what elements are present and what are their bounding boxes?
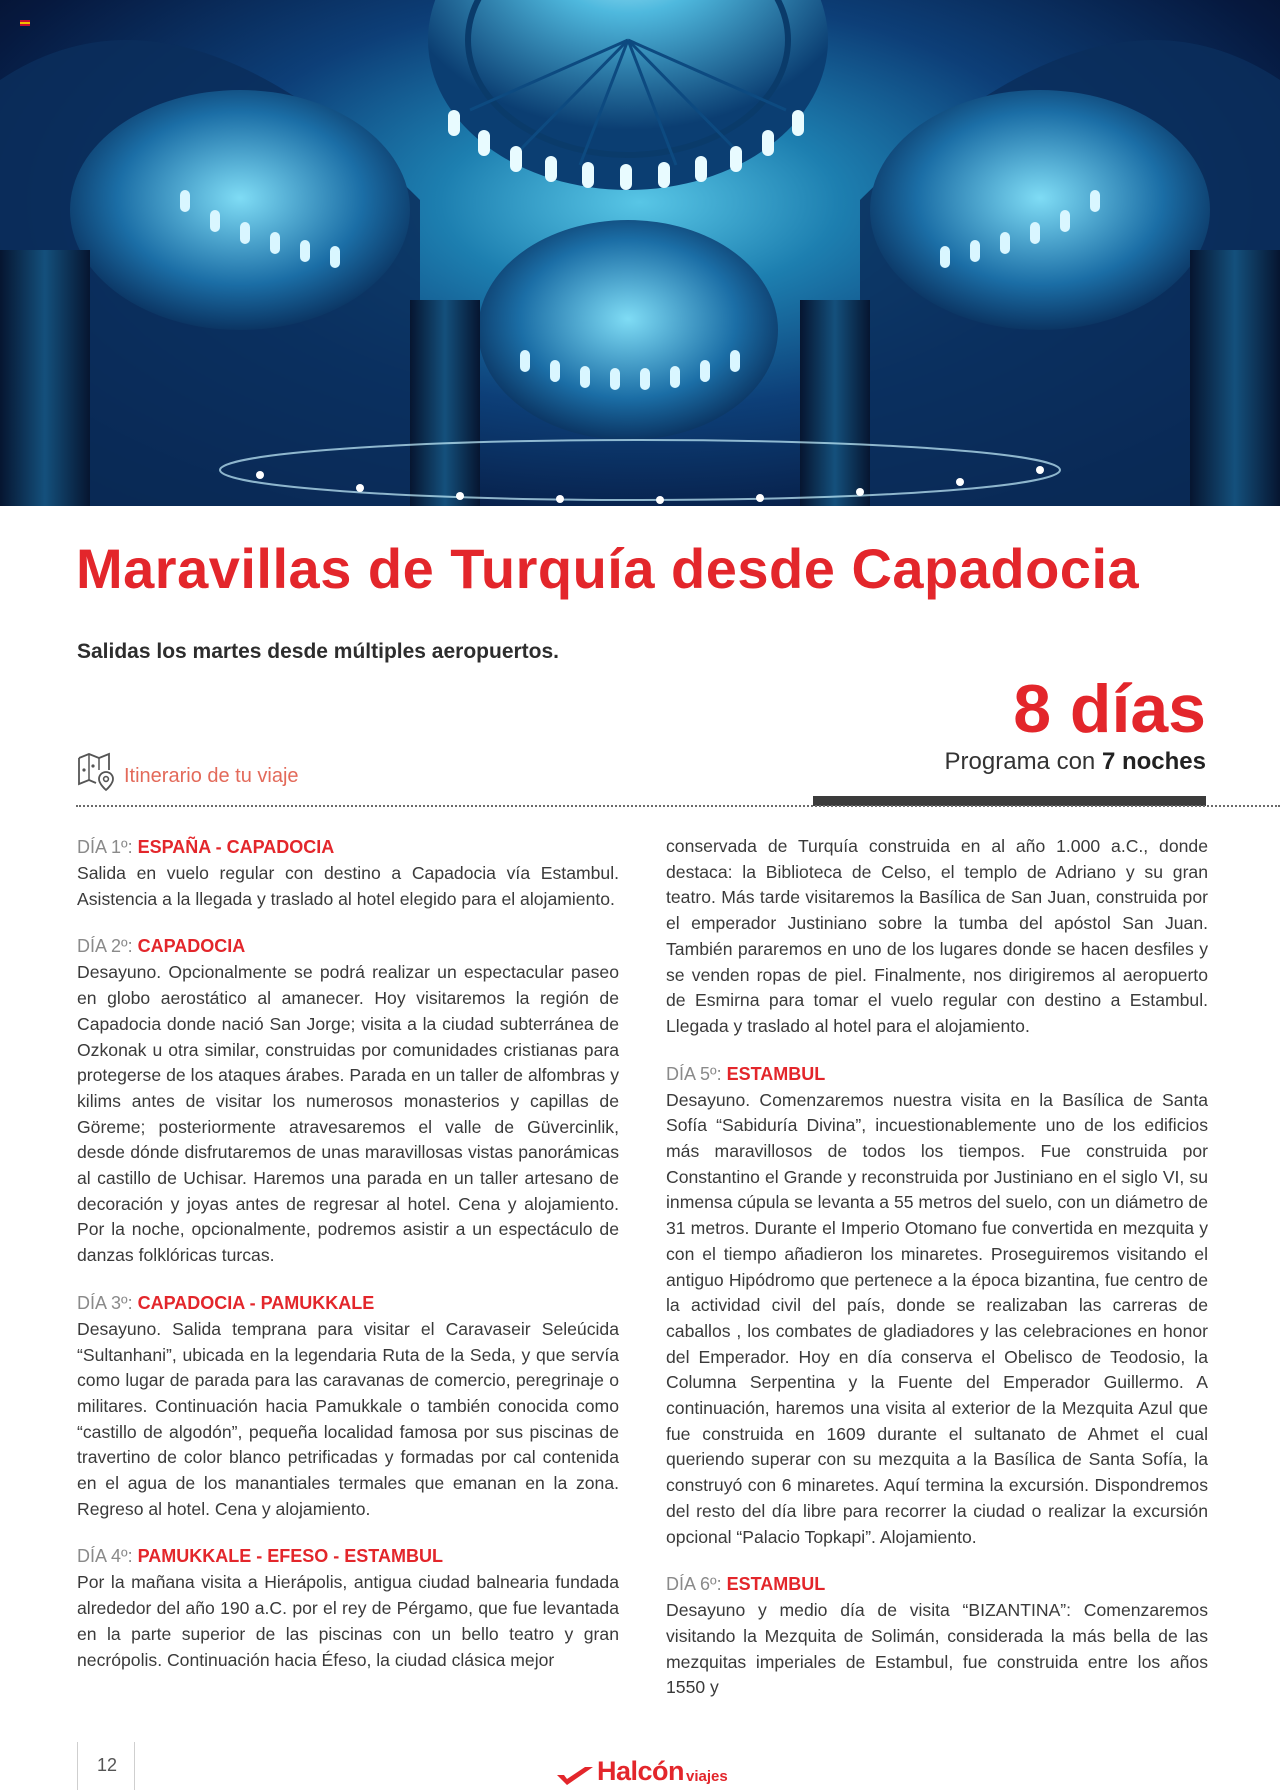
day-number: DÍA 5º: xyxy=(666,1063,722,1084)
day-number: DÍA 2º: xyxy=(77,936,133,957)
day-3 xyxy=(77,1290,619,1523)
itinerary-column-left xyxy=(77,834,619,1694)
day-route: ESTAMBUL xyxy=(726,1063,826,1084)
map-pin-icon xyxy=(76,750,118,792)
program-prefix: Programa con xyxy=(944,748,1096,775)
page-number: 12 xyxy=(97,1755,118,1775)
day-number: DÍA 3º: xyxy=(77,1292,133,1313)
duration-program xyxy=(945,748,1206,776)
day-heading xyxy=(77,1543,619,1569)
day-route: ESPAÑA - CAPADOCIA xyxy=(137,837,335,857)
day-2 xyxy=(77,933,619,1268)
footer-divider xyxy=(77,1742,78,1790)
day-route: CAPADOCIA xyxy=(137,936,246,957)
day-route: PAMUKKALE - EFESO - ESTAMBUL xyxy=(137,1546,443,1567)
program-nights: 7 noches xyxy=(1101,748,1206,775)
day-description: Por la mañana visita a Hierápolis, antigua ciudad balnearia fundada alrededor del año 190 a.C. por el rey de Pérgamo, que fue levantada en la parte superior de las piscinas con un bello teatro y gran necrópolis. Continuación hacia Éfeso, la ciudad clásica mejor xyxy=(77,1572,619,1670)
halcon-viajes-logo xyxy=(555,1756,728,1787)
brand-sub: viajes xyxy=(686,1768,728,1785)
day-number: DÍA 4º: xyxy=(77,1546,133,1567)
day-description: Desayuno y medio día de visita “BIZANTINA”: Comenzaremos visitando la Mezquita de Solimán, considerada la más bella de las mezquitas imperiales de Estambul, fue construida entre los años 1550 y xyxy=(666,1600,1208,1698)
day-route: CAPADOCIA - PAMUKKALE xyxy=(137,1292,375,1313)
day-1 xyxy=(77,834,619,912)
itinerary-label: Itinerario de tu viaje xyxy=(124,764,299,787)
brand-name: Halcón xyxy=(597,1756,685,1786)
page-title: Maravillas de Turquía desde Capadocia xyxy=(76,537,1140,600)
hero-image-blue-mosque-dome xyxy=(0,0,1280,506)
section-divider xyxy=(76,805,1280,807)
day-heading xyxy=(666,1571,1208,1597)
day-description: Desayuno. Comenzaremos nuestra visita en la Basílica de Santa Sofía “Sabiduría Divina”, incuestionablemente uno de los edificios más maravillosos de todos los tiempos. Fue construida por Constantino el Grande y reconstruida por Justiniano en el siglo VI, su inmensa cúpula se levanta a 55 metros del suelo, con un diámetro de 31 metros. Durante el Imperio Otomano fue convertida en mezquita y con el tiempo añadieron los minaretes. Proseguiremos visitando el antiguo Hipódromo que pertenece a la época bizantina, fue centro de la actividad civil del país, donde se realizaban las carreras de caballos , los combates de gladiadores y las celebraciones en honor del Emperador. Hoy en día conserva el Obelisco de Teodosio, la Columna Serpentina y la Fuente del Emperador Guillermo. A continuación, haremos una visita al exterior de la Mezquita Azul que fue construida en 1609 durante el sultanato de Ahmet el cual queriendo superar con su mezquita a la Basílica de Santa Sofía, la construyó con 6 minaretes. Aquí termina la excursión. Dispondremos del resto del día libre para recorrer la ciudad o realizar la excursión opcional “Palacio Topkapi”. Alojamiento. xyxy=(666,1089,1208,1547)
departures-subtitle: Salidas los martes desde múltiples aeropuertos. xyxy=(77,640,560,663)
day-number: DÍA 1º: xyxy=(77,837,133,857)
itinerary-header xyxy=(76,750,299,792)
day-heading xyxy=(666,1061,1208,1087)
day-6 xyxy=(666,1571,1208,1701)
day-4 xyxy=(77,1543,619,1673)
dome-illustration xyxy=(0,0,1280,506)
day-description: Desayuno. Opcionalmente se podrá realizar un espectacular paseo en globo aerostático al amanecer. Hoy visitaremos la región de Capadocia donde nació San Jorge; visita a la ciudad subterránea de Ozkonak u otra similar, construidas por comunidades cristianas para protegerse de los ataques árabes. Parada en un taller de alfombras y kilims antes de visitar los numerosos monasterios y capillas de Göreme; posteriormente atravesaremos el valle de Güvercinlik, desde dónde disfrutaremos de unas maravillosas vistas panorámicas al castillo de Uchisar. Haremos una parada en un taller artesano de decoración y joyas antes de regresar al hotel. Cena y alojamiento. Por la noche, opcionalmente, podremos asistir a un espectáculo de danzas folklóricas turcas. xyxy=(77,962,619,1266)
day-4-continued xyxy=(666,834,1208,1040)
day-number: DÍA 6º: xyxy=(666,1574,722,1595)
day-5 xyxy=(666,1061,1208,1551)
day-description: Desayuno. Salida temprana para visitar el Caravaseir Seleúcida “Sultanhani”, ubicada en la legendaria Ruta de la Seda, y que servía como lugar de parada para las caravanas de comercio, peregrinaje o militares. Continuación hacia Pamukkale o también conocida como “castillo de algodón”, pequeña localidad famosa por sus piscinas de travertino de color blanco petrificadas y formadas por cal contenida en el agua de los manantiales termales que emanan en la zona. Regreso al hotel. Cena y alojamiento. xyxy=(77,1318,619,1519)
day-description-continued: conservada de Turquía construida en al año 1.000 a.C., donde destaca: la Biblioteca de Celso, el templo de Adriano y su gran teatro. Más tarde visitaremos la Basílica de San Juan, construida por el emperador Justiniano sobre la tumba del apóstol San Juan. También pararemos en uno de los lugares donde se hacen desfiles y se venden ropas de piel. Finalmente, nos dirigiremos al aeropuerto de Esmirna para tomar el vuelo regular con destino a Estambul. Llegada y traslado al hotel para el alojamiento. xyxy=(666,836,1208,1036)
day-heading xyxy=(77,1290,619,1316)
itinerary-column-right xyxy=(666,834,1208,1722)
day-heading xyxy=(77,933,619,959)
day-route: ESTAMBUL xyxy=(726,1574,826,1595)
footer-divider xyxy=(134,1742,135,1790)
day-heading xyxy=(77,834,619,860)
duration-days: 8 días xyxy=(1013,671,1206,747)
halcon-bird-icon xyxy=(555,1765,595,1787)
spain-flag-icon xyxy=(20,20,30,26)
day-description: Salida en vuelo regular con destino a Capadocia vía Estambul. Asistencia a la llegada y traslado al hotel elegido para el alojamiento. xyxy=(77,863,619,909)
